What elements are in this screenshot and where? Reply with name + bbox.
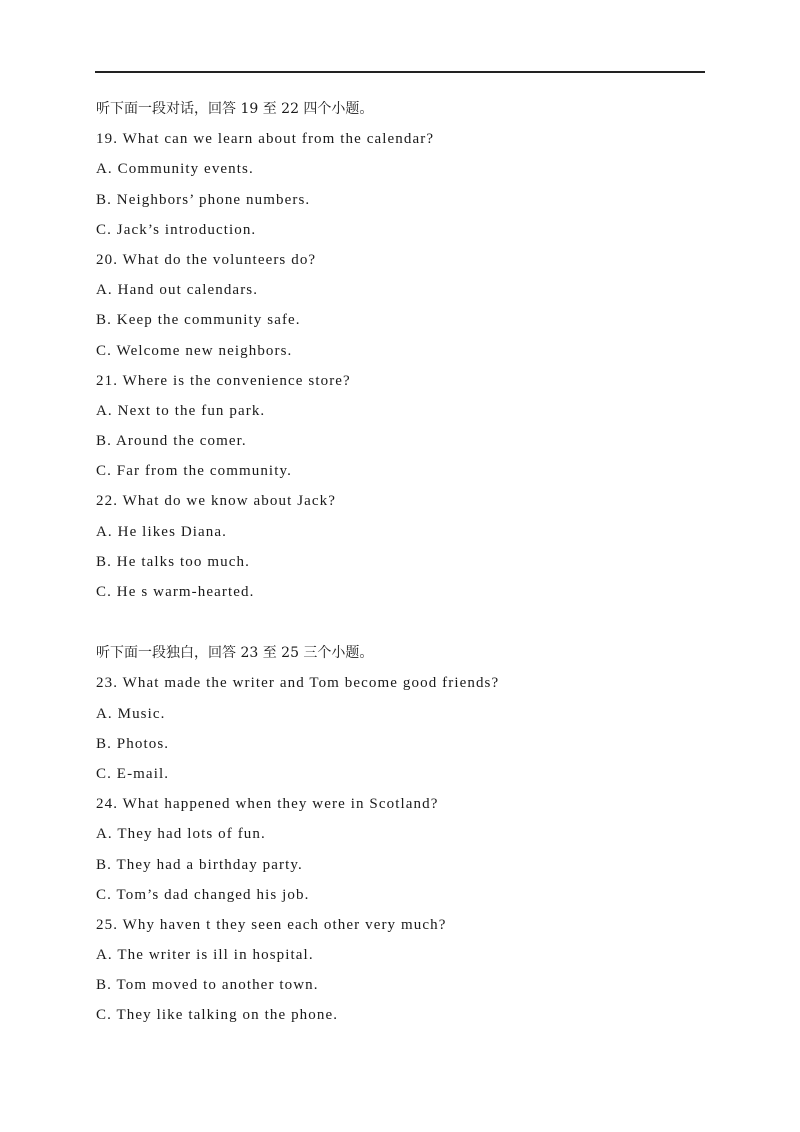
option-a: A. Music. (96, 705, 166, 722)
section-2-instruction: 听下面一段独白，回答 23 至 25 三个小题。 (96, 645, 374, 662)
question-stem: 24. What happened when they were in Scotland? (96, 796, 439, 813)
question-22 (96, 486, 716, 607)
section-spacer (96, 607, 716, 638)
question-stem: 19. What can we learn about from the calendar? (96, 131, 435, 148)
option-a: A. Next to the fun park. (96, 402, 266, 419)
option-c: C. He s warm-hearted. (96, 584, 255, 600)
question-stem: 20. What do the volunteers do? (96, 251, 317, 268)
question-stem: 25. Why haven t they seen each other very much? (96, 916, 447, 933)
question-19 (96, 124, 716, 245)
exam-page (96, 94, 716, 1031)
option-b: B. Tom moved to another town. (96, 977, 319, 994)
option-b: B. Around the comer. (96, 433, 247, 450)
header-rule (95, 71, 705, 73)
option-a: A. Community events. (96, 161, 254, 178)
option-a: A. Hand out calendars. (96, 282, 259, 299)
option-c: C. Tom’s dad changed his job. (96, 886, 310, 903)
option-b: B. They had a birthday party. (96, 856, 303, 873)
option-c: C. They like talking on the phone. (96, 1007, 339, 1024)
question-21 (96, 366, 716, 487)
question-24 (96, 789, 716, 910)
question-20 (96, 245, 716, 366)
option-a: A. The writer is ill in hospital. (96, 947, 314, 964)
option-c: C. Jack’s introduction. (96, 221, 257, 238)
section-1-instruction: 听下面一段对话，回答 19 至 22 四个小题。 (96, 101, 374, 117)
question-25 (96, 910, 716, 1031)
option-c: C. Welcome new neighbors. (96, 342, 293, 359)
option-b: B. Photos. (96, 735, 170, 752)
question-23 (96, 668, 716, 789)
option-b: B. He talks too much. (96, 553, 250, 570)
option-b: B. Keep the community safe. (96, 312, 301, 329)
option-c: C. Far from the community. (96, 463, 292, 480)
question-stem: 23. What made the writer and Tom become good friends? (96, 675, 500, 692)
question-stem: 22. What do we know about Jack? (96, 493, 337, 510)
option-a: A. They had lots of fun. (96, 826, 266, 843)
option-b: B. Neighbors’ phone numbers. (96, 191, 311, 208)
option-a: A. He likes Diana. (96, 523, 228, 540)
question-stem: 21. Where is the convenience store? (96, 372, 351, 389)
option-c: C. E-mail. (96, 765, 170, 782)
